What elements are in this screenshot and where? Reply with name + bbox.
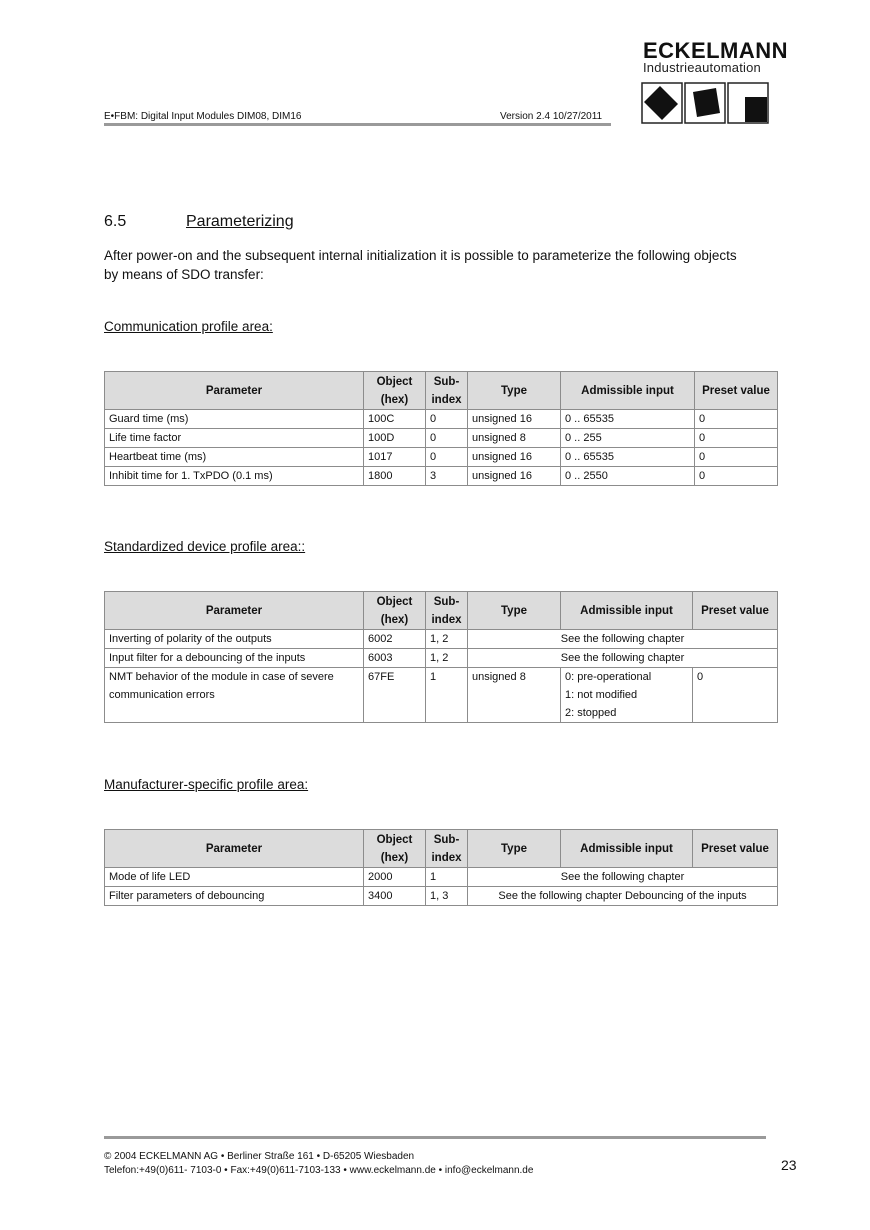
document-title: E•FBM: Digital Input Modules DIM08, DIM16 [104,111,302,122]
communication-table [104,371,778,486]
manufacturer-table [104,829,778,906]
col-preset: Preset value [693,592,778,630]
table-row: Heartbeat time (ms) 1017 0 unsigned 16 0 .. 65535 0 [105,448,778,467]
col-subindex: Sub- index [426,372,468,410]
col-subindex: Sub- index [426,592,468,630]
communication-area-title: Communication profile area: [104,319,273,334]
brand-subtitle: Industrieautomation [643,60,761,75]
table-row: NMT behavior of the module in case of severe communication errors 67FE 1 unsigned 8 0: pre-operational 1: not modified 2: stopped 0 [105,668,778,723]
footer-address: © 2004 ECKELMANN AG • Berliner Straße 161 • D-65205 Wiesbaden [104,1151,415,1162]
col-subindex: Sub- index [426,830,468,868]
table-row: Inhibit time for 1. TxPDO (0.1 ms) 1800 3 unsigned 16 0 .. 2550 0 [105,467,778,486]
col-parameter: Parameter [105,830,364,868]
table-row: Life time factor 100D 0 unsigned 8 0 .. 255 0 [105,429,778,448]
col-type: Type [468,592,561,630]
col-admissible: Admissible input [561,372,695,410]
table-row: Mode of life LED 2000 1 See the following chapter [105,868,778,887]
col-object: Object (hex) [364,830,426,868]
col-admissible: Admissible input [561,830,693,868]
col-parameter: Parameter [105,372,364,410]
intro-paragraph: After power-on and the subsequent internal initialization it is possible to parameterize the following objects by means of SDO transfer: [104,248,737,282]
col-object: Object (hex) [364,372,426,410]
table-row: Inverting of polarity of the outputs 6002 1, 2 See the following chapter [105,630,778,649]
section-title: Parameterizing [186,213,294,230]
device-area-title: Standardized device profile area:: [104,539,306,554]
table-header-row [105,830,778,868]
document-version: Version 2.4 10/27/2011 [500,111,603,122]
col-admissible: Admissible input [561,592,693,630]
col-type: Type [468,372,561,410]
col-preset: Preset value [693,830,778,868]
col-object: Object (hex) [364,592,426,630]
footer-rule [104,1136,766,1139]
table-row: Guard time (ms) 100C 0 unsigned 16 0 .. 65535 0 [105,410,778,429]
footer-contact: Telefon:+49(0)611- 7103-0 • Fax:+49(0)611-7103-133 • www.eckelmann.de • info@eckelmann.de [104,1165,534,1176]
table-row: Input filter for a debouncing of the inputs 6003 1, 2 See the following chapter [105,649,778,668]
col-type: Type [468,830,561,868]
table-header-row [105,592,778,630]
section-number: 6.5 [104,213,127,230]
table-header-row [105,372,778,410]
brand-name: ECKELMANN [643,38,789,63]
col-preset: Preset value [695,372,778,410]
table-row: Filter parameters of debouncing 3400 1, 3 See the following chapter Debouncing of the inputs [105,887,778,906]
device-table [104,591,778,723]
header-rule [104,123,611,126]
manufacturer-area-title: Manufacturer-specific profile area: [104,777,309,792]
page-number: 23 [781,1157,797,1173]
col-parameter: Parameter [105,592,364,630]
eckelmann-logo [641,82,769,126]
